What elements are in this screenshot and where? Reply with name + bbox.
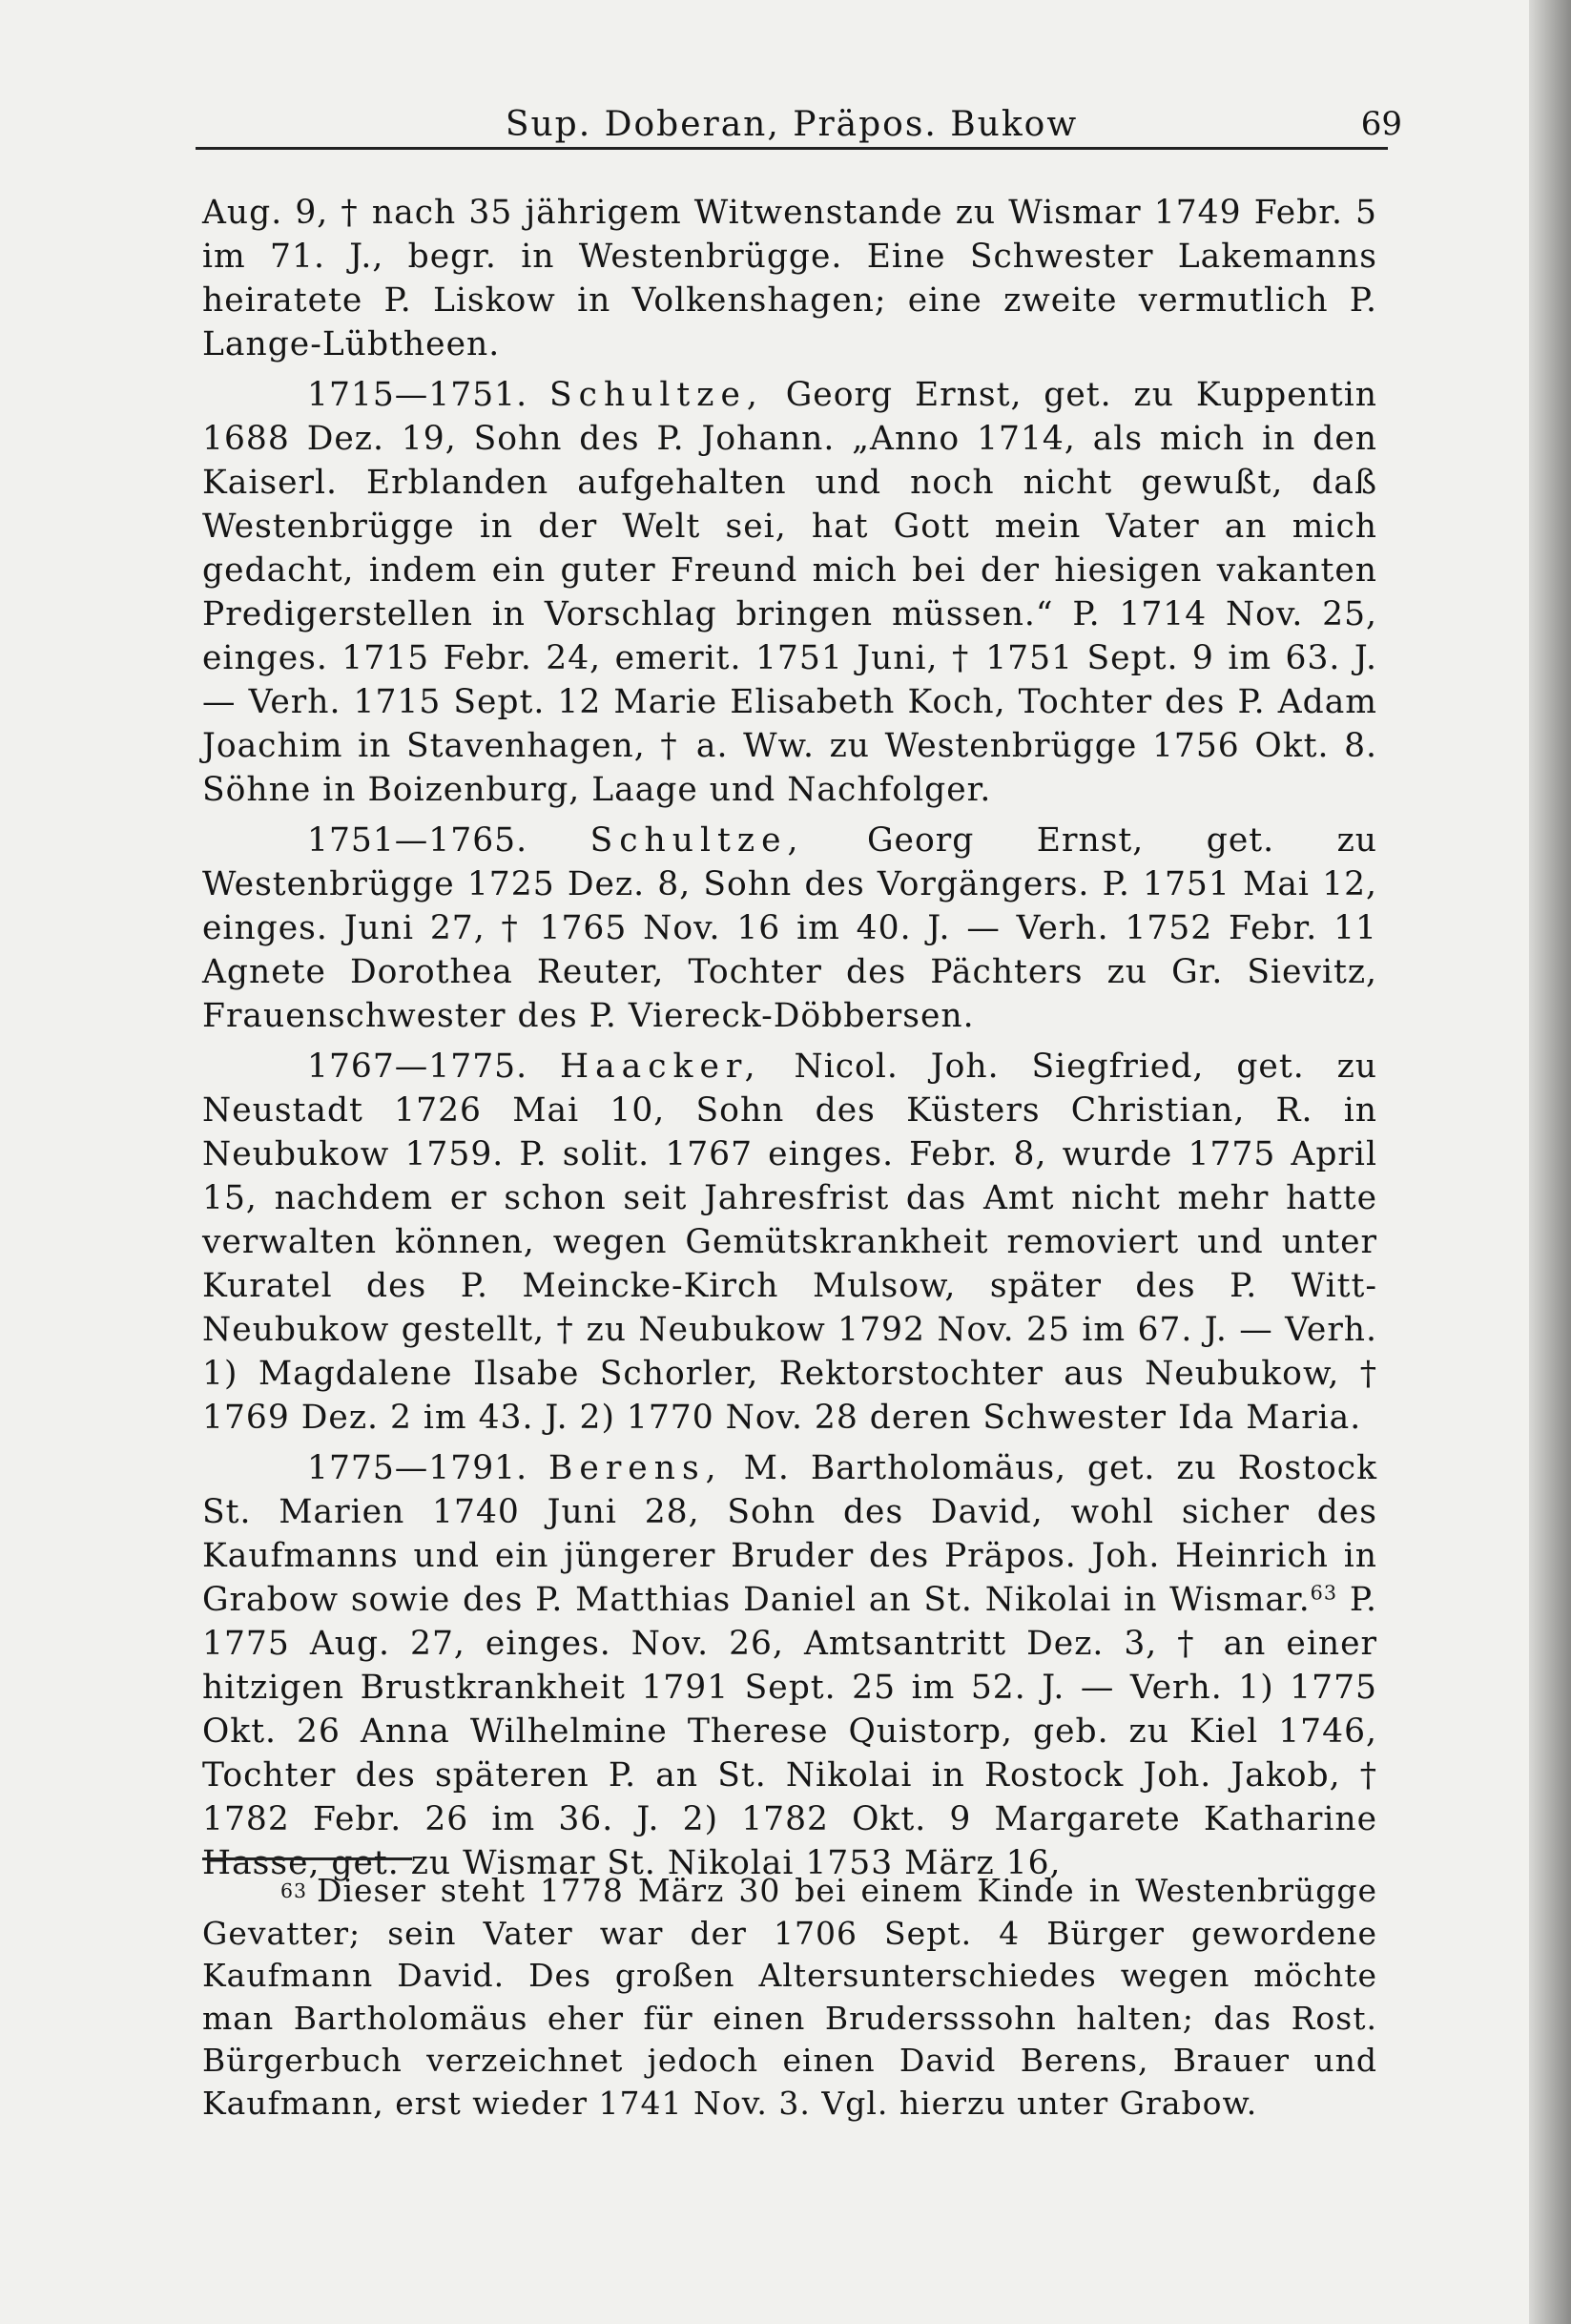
entry-text: Georg Ernst, get. zu Westenbrügge 1725 Dez. 8, Sohn des Vorgängers. P. 1751 Mai 12, einges. Juni 27, † 1765 Nov. 16 im 40. J. — Verh. 1752 Febr. 11 Agnete Dorothea Reuter, Tochter des Pächters zu Gr. Sievitz, Frauenschwester des P. Viereck-Döbbersen. bbox=[202, 821, 1377, 1035]
entry-surname: Haacker, bbox=[560, 1048, 762, 1086]
entry-years: 1715—1751. bbox=[307, 376, 528, 414]
entry-haacker-1767 bbox=[202, 1045, 1377, 1440]
running-title: Sup. Doberan, Präpos. Bukow bbox=[505, 105, 1079, 144]
entry-years: 1751—1765. bbox=[307, 821, 528, 860]
footnote-text: Dieser steht 1778 März 30 bei einem Kinde in Westenbrügge Gevatter; sein Vater war der 1706 Sept. 4 Bürger gewordene Kaufmann David. Des großen Altersunterschiedes wegen möchte man Bartholomäus eher für einen Brudersssohn halten; das Rost. Bürgerbuch verzeichnet jedoch einen David Berens, Brauer und Kaufmann, erst wieder 1741 Nov. 3. Vgl. hierzu unter Grabow. bbox=[202, 1872, 1377, 2122]
entry-schultze-1751 bbox=[202, 819, 1377, 1038]
page-edge-shadow bbox=[1529, 0, 1571, 2324]
entry-surname: Schultze, bbox=[589, 821, 805, 860]
entry-years: 1767—1775. bbox=[307, 1048, 528, 1086]
header-rule bbox=[196, 147, 1388, 150]
body-text bbox=[202, 191, 1377, 1892]
entry-years: 1775—1791. bbox=[307, 1449, 528, 1487]
footnote-paragraph bbox=[202, 1870, 1377, 2125]
entry-schultze-1715 bbox=[202, 373, 1377, 812]
page-header bbox=[196, 95, 1402, 153]
entry-text: M. Bartholomäus, get. zu Rostock St. Marien 1740 Juni 28, Sohn des David, wohl sicher des Kaufmanns und ein jüngerer Bruder des Präpos. Joh. Heinrich in Grabow sowie des P. Matthias Daniel an St. Nikolai in Wismar. bbox=[202, 1449, 1378, 1619]
footnote bbox=[202, 1870, 1377, 2125]
paragraph-continuation bbox=[202, 191, 1377, 366]
footnote-rule bbox=[202, 1857, 412, 1860]
entry-text: Nicol. Joh. Siegfried, get. zu Neustadt 1726 Mai 10, Sohn des Küsters Christian, R. in Neubukow 1759. P. solit. 1767 einges. Febr. 8, wurde 1775 April 15, nachdem er schon seit Jahresfrist das Amt nicht mehr hatte verwalten können, wegen Gemütskrankheit removiert und unter Kuratel des P. Meincke-Kirch Mulsow, später des P. Witt-Neubukow gestellt, † zu Neubukow 1792 Nov. 25 im 67. J. — Verh. 1) Magdalene Ilsabe Schorler, Rektorstochter aus Neubukow, † 1769 Dez. 2 im 43. J. 2) 1770 Nov. 28 deren Schwester Ida Maria. bbox=[202, 1048, 1377, 1437]
footnote-reference: 63 bbox=[1310, 1581, 1337, 1605]
entry-text-continued: P. 1775 Aug. 27, einges. Nov. 26, Amtsantritt Dez. 3, † an einer hitzigen Brustkrankheit 1791 Sept. 25 im 52. J. — Verh. 1) 1775 Okt. 26 Anna Wilhelmine Therese Quistorp, geb. zu Kiel 1746, Tochter des späteren P. an St. Nikolai in Rostock Joh. Jakob, † 1782 Febr. 26 im 36. J. 2) 1782 Okt. 9 Margarete Katharine Hasse, get. zu Wismar St. Nikolai 1753 März 16, bbox=[202, 1581, 1378, 1882]
paragraph-text: Aug. 9, † nach 35 jährigem Witwenstande zu Wismar 1749 Febr. 5 im 71. J., begr. in Westenbrügge. Eine Schwester Lakemanns heiratete P. Liskow in Volkenshagen; eine zweite vermutlich P. Lange-Lübtheen. bbox=[202, 194, 1377, 363]
footnote-mark: 63 bbox=[280, 1879, 308, 1902]
page-number: 69 bbox=[1360, 105, 1402, 143]
entry-text: Georg Ernst, get. zu Kuppentin 1688 Dez. 19, Sohn des P. Johann. „Anno 1714, als mich in den Kaiserl. Erblanden aufgehalten und noch nicht gewußt, daß Westenbrügge in der Welt sei, hat Gott mein Vater an mich gedacht, indem ein guter Freund mich bei der hiesigen vakanten Predigerstellen in Vorschlag bringen müssen.“ P. 1714 Nov. 25, einges. 1715 Febr. 24, emerit. 1751 Juni, † 1751 Sept. 9 im 63. J. — Verh. 1715 Sept. 12 Marie Elisabeth Koch, Tochter des P. Adam Joachim in Stavenhagen, † a. Ww. zu Westenbrügge 1756 Okt. 8. Söhne in Boizenburg, Laage und Nachfolger. bbox=[202, 376, 1377, 809]
entry-surname: Schultze, bbox=[548, 376, 764, 414]
entry-surname: Berens, bbox=[548, 1449, 723, 1487]
entry-berens-1775 bbox=[202, 1446, 1377, 1885]
